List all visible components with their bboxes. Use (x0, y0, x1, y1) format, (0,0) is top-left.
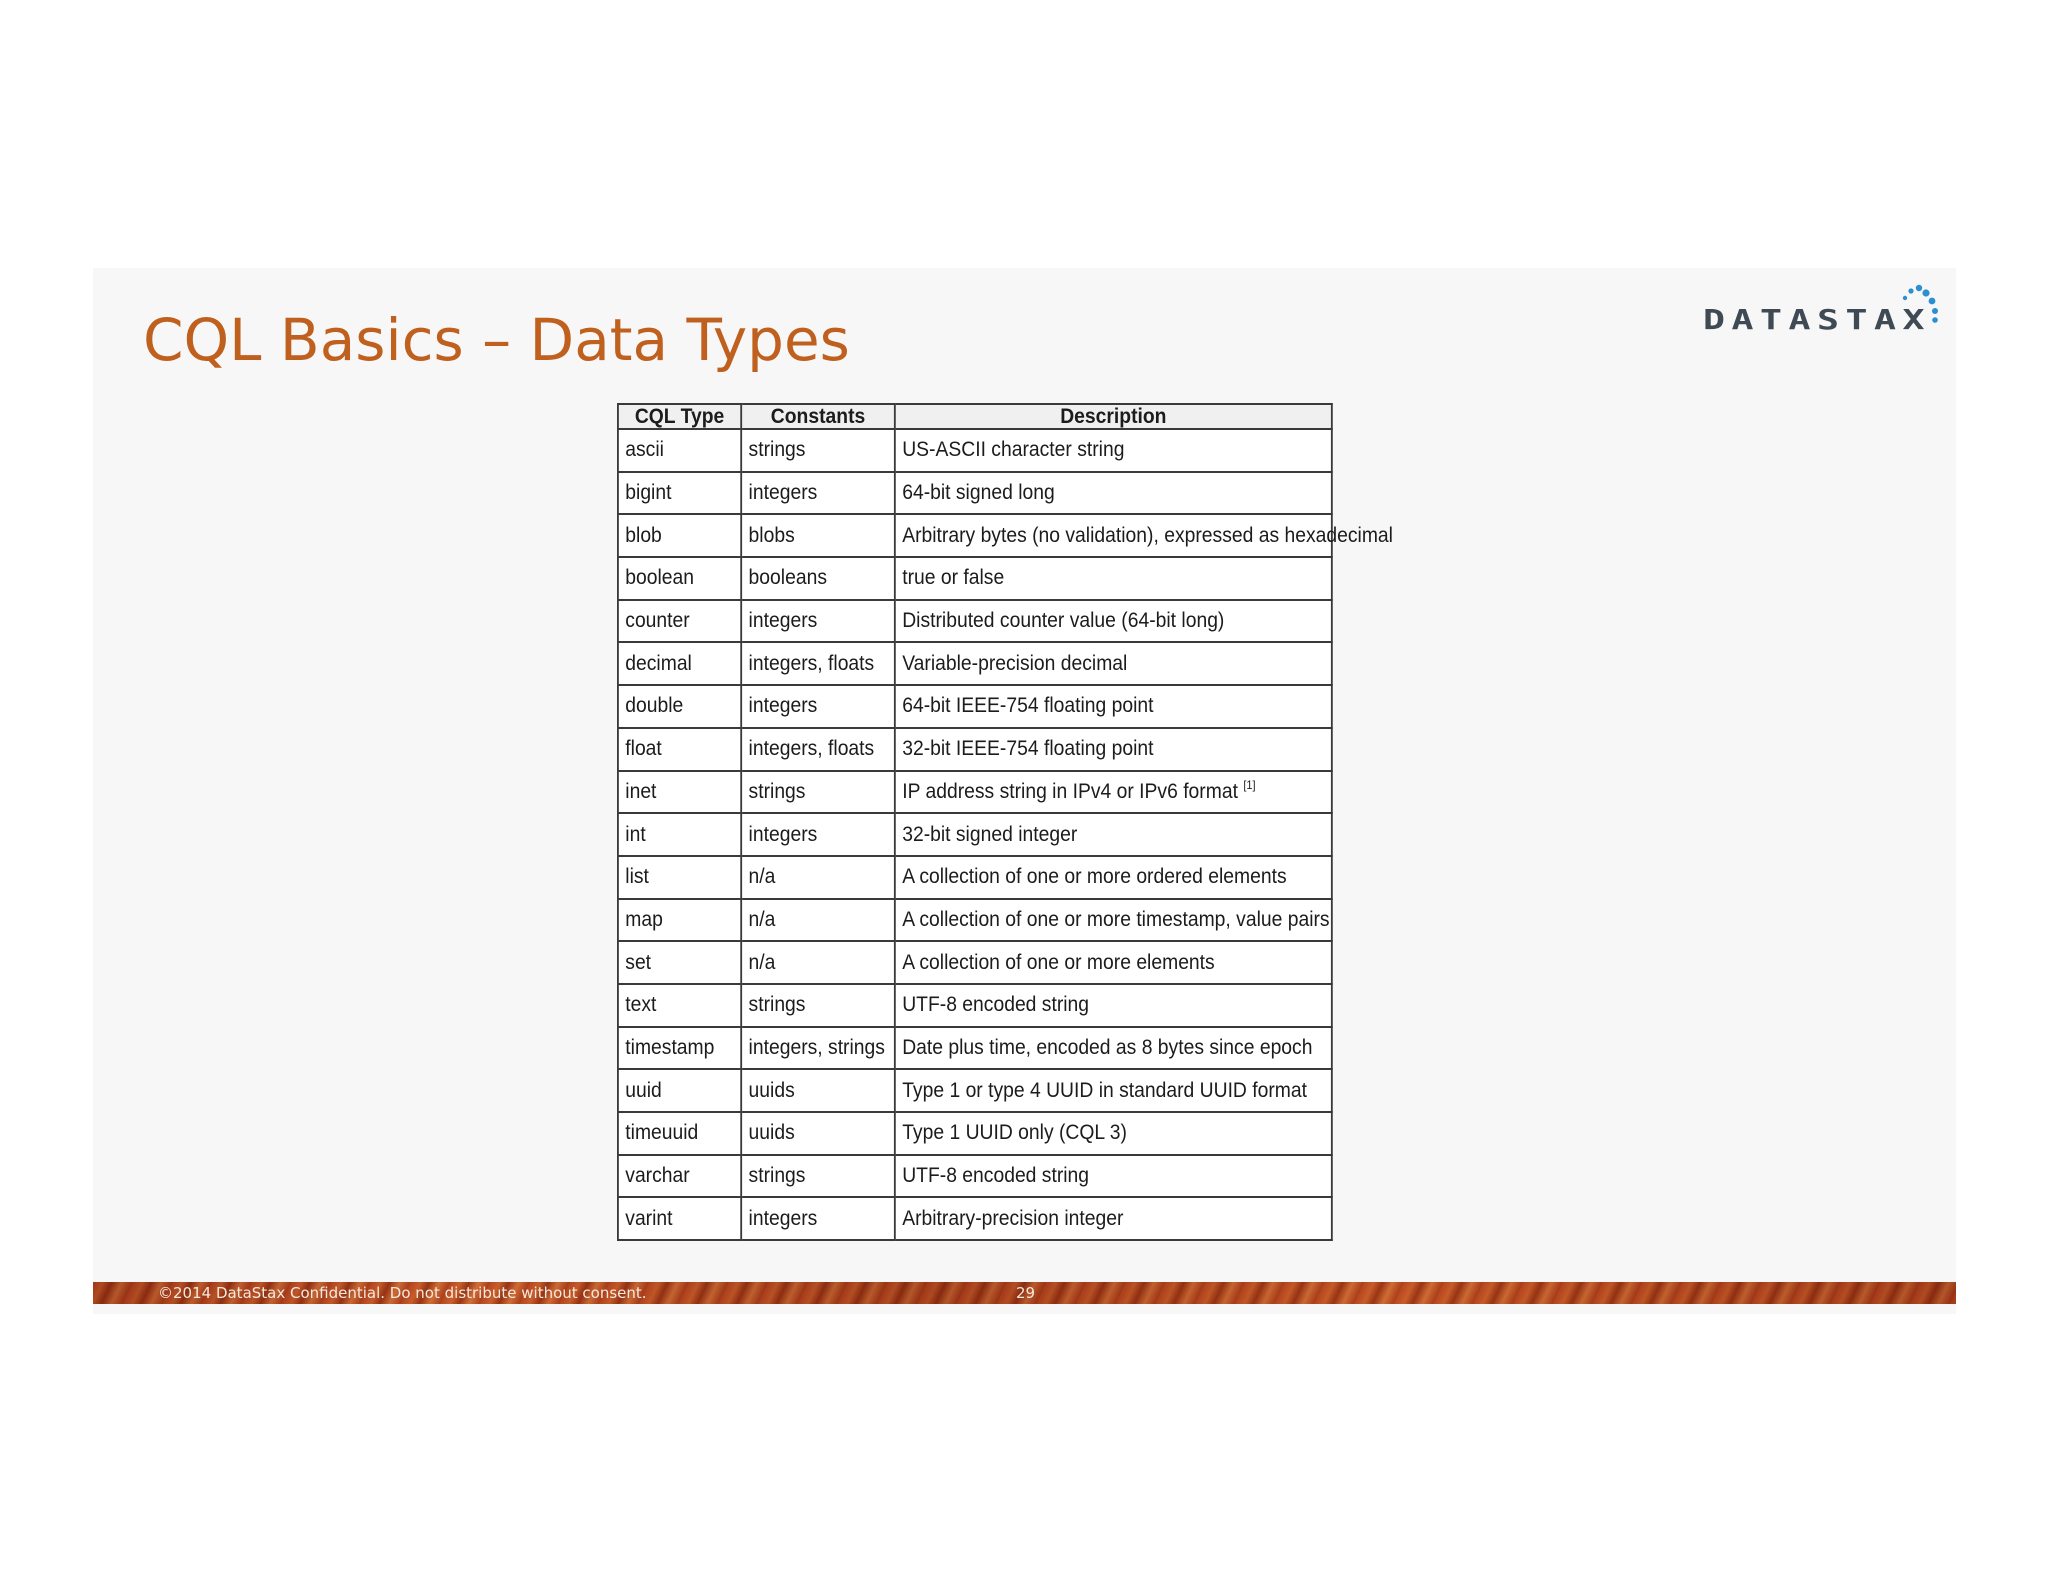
cell-type: timestamp (618, 1027, 741, 1070)
table-row (618, 1155, 1332, 1198)
cell-description: 64-bit IEEE-754 floating point (895, 685, 1332, 728)
cell-description: 32-bit IEEE-754 floating point (895, 728, 1332, 771)
table-row (618, 941, 1332, 984)
table-row (618, 472, 1332, 515)
cell-description: true or false (895, 557, 1332, 600)
cell-type: counter (618, 600, 741, 643)
cell-description: 64-bit signed long (895, 472, 1332, 515)
cell-constants: integers (741, 813, 895, 856)
page-number: 29 (1016, 1284, 1036, 1302)
cell-constants: integers, strings (741, 1027, 895, 1070)
cell-type: boolean (618, 557, 741, 600)
cell-description: Distributed counter value (64-bit long) (895, 600, 1332, 643)
cell-description: UTF-8 encoded string (895, 984, 1332, 1027)
cell-constants: integers (741, 1197, 895, 1240)
slide-title: CQL Basics – Data Types (143, 306, 850, 374)
cell-description: Arbitrary-precision integer (895, 1197, 1332, 1240)
cell-type: blob (618, 514, 741, 557)
cell-type: inet (618, 771, 741, 814)
cql-data-types-table (617, 403, 1393, 1241)
table-row (618, 813, 1332, 856)
logo-wordmark: DATASTAX (1703, 303, 1931, 336)
cell-constants: blobs (741, 514, 895, 557)
cell-constants: n/a (741, 856, 895, 899)
table-row (618, 856, 1332, 899)
cell-constants: uuids (741, 1112, 895, 1155)
cell-type: uuid (618, 1069, 741, 1112)
cell-constants: integers (741, 472, 895, 515)
cell-constants: integers (741, 600, 895, 643)
slide (93, 268, 1956, 1314)
table-row (618, 557, 1332, 600)
cell-description: A collection of one or more timestamp, value pairs (895, 899, 1332, 942)
table-row (618, 600, 1332, 643)
cell-type: decimal (618, 642, 741, 685)
cell-type: list (618, 856, 741, 899)
cell-description: Date plus time, encoded as 8 bytes since epoch (895, 1027, 1332, 1070)
cell-type: varint (618, 1197, 741, 1240)
cell-constants: integers, floats (741, 642, 895, 685)
cell-description: 32-bit signed integer (895, 813, 1332, 856)
cell-type: double (618, 685, 741, 728)
table-row (618, 514, 1332, 557)
table-row (618, 429, 1332, 472)
cell-type: bigint (618, 472, 741, 515)
cell-constants: integers (741, 685, 895, 728)
cell-description (895, 771, 1332, 814)
cell-description: Arbitrary bytes (no validation), expressed as hexadecimal (895, 514, 1332, 557)
cell-description: Type 1 UUID only (CQL 3) (895, 1112, 1332, 1155)
cell-type: map (618, 899, 741, 942)
cell-constants: strings (741, 984, 895, 1027)
cell-constants: strings (741, 429, 895, 472)
header-constants: Constants (741, 404, 895, 429)
cell-type: ascii (618, 429, 741, 472)
description-text: IP address string in IPv4 or IPv6 format (902, 779, 1238, 803)
table-row (618, 771, 1332, 814)
table-row (618, 984, 1332, 1027)
cell-constants: n/a (741, 941, 895, 984)
cell-constants: n/a (741, 899, 895, 942)
cell-constants: booleans (741, 557, 895, 600)
cell-type: text (618, 984, 741, 1027)
table-row (618, 1197, 1332, 1240)
cell-type: set (618, 941, 741, 984)
datastax-logo-graphic (1702, 284, 1942, 346)
table-row (618, 899, 1332, 942)
datastax-logo (1702, 284, 1942, 346)
cell-description: A collection of one or more elements (895, 941, 1332, 984)
table-row (618, 1069, 1332, 1112)
cell-type: int (618, 813, 741, 856)
table-row (618, 1027, 1332, 1070)
cell-constants: uuids (741, 1069, 895, 1112)
table-row (618, 642, 1332, 685)
cell-type: timeuuid (618, 1112, 741, 1155)
header-description: Description (895, 404, 1332, 429)
table-row (618, 1112, 1332, 1155)
cell-description: UTF-8 encoded string (895, 1155, 1332, 1198)
table-row (618, 685, 1332, 728)
cell-description: A collection of one or more ordered elements (895, 856, 1332, 899)
table-header-row (618, 404, 1332, 429)
cell-description: US-ASCII character string (895, 429, 1332, 472)
footer-copyright: ©2014 DataStax Confidential. Do not distribute without consent. (158, 1284, 647, 1302)
cell-description: Variable-precision decimal (895, 642, 1332, 685)
cell-type: varchar (618, 1155, 741, 1198)
table-row (618, 728, 1332, 771)
cell-constants: integers, floats (741, 728, 895, 771)
cell-constants: strings (741, 771, 895, 814)
header-cql-type: CQL Type (618, 404, 741, 429)
footer-bar (93, 1282, 1956, 1304)
cell-type: float (618, 728, 741, 771)
footnote-marker: [1] (1243, 777, 1256, 792)
cell-description: Type 1 or type 4 UUID in standard UUID format (895, 1069, 1332, 1112)
cell-constants: strings (741, 1155, 895, 1198)
